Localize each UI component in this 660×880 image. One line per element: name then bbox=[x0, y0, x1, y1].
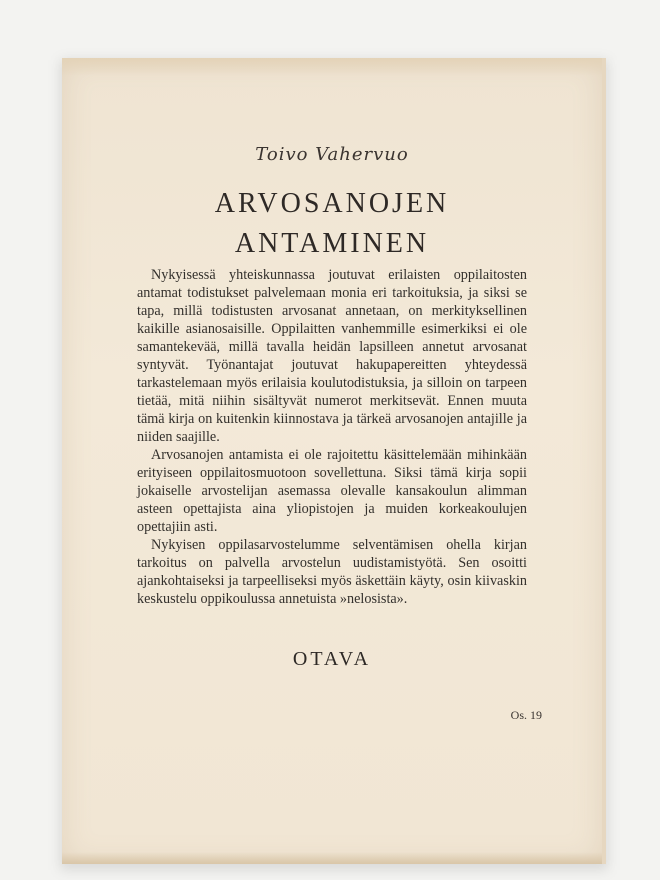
series-number: Os. 19 bbox=[510, 708, 542, 722]
book-back-cover bbox=[62, 58, 606, 864]
book-title-line-1: ARVOSANOJEN bbox=[214, 188, 450, 219]
author-name: Toivo Vahervuo bbox=[255, 144, 409, 165]
blurb-paragraph-1: Nykyisessä yhteiskunnassa joutuvat erilaisten oppilaitosten antamat todistukset palvelemaan monia eri tarkoituksia, ja siksi se tapa, millä todistusten arvosanat annetaan, on merkityksellinen kaikille asianosaisille. Oppilaitten vanhemmille esimerkiksi ei ole samantekevää, millä tavalla heidän lapsilleen annetut arvosanat syntyvät. Työnantajat joutuvat hakupapereitten yhteydessä tarkastelemaan myös erilaisia koulutodistuksia, ja silloin on tarpeen tietää, mitä niihin sisältyvät numerot merkitsevät. Ennen muuta tämä kirja on kuitenkin kiinnostava ja tärkeä arvosanojen antajille ja niiden saajille. bbox=[137, 267, 527, 445]
blurb-paragraph-3: Nykyisen oppilasarvostelumme selventämisen ohella kirjan tarkoitus on palvella arvostelun uudistamistyötä. Sen osoitti ajankohtaiseksi ja tarpeelliseksi myös äskettäin käyty, osin kiivaskin keskustelu oppikoulussa annetuista »nelosista». bbox=[137, 537, 527, 607]
blurb-paragraph-2: Arvosanojen antamista ei ole rajoitettu käsittelemään mihinkään erityiseen oppilaitosmuotoon sovellettuna. Siksi tämä kirja sopii jokaiselle arvostelijan asemassa olevalle kansakoulun alimman asteen opettajista aina yliopistojen ja muiden korkeakoulujen opettajiin asti. bbox=[137, 447, 527, 535]
publisher-name: OTAVA bbox=[292, 648, 372, 670]
book-title-line-2: ANTAMINEN bbox=[234, 228, 430, 259]
blurb-text bbox=[137, 266, 527, 608]
